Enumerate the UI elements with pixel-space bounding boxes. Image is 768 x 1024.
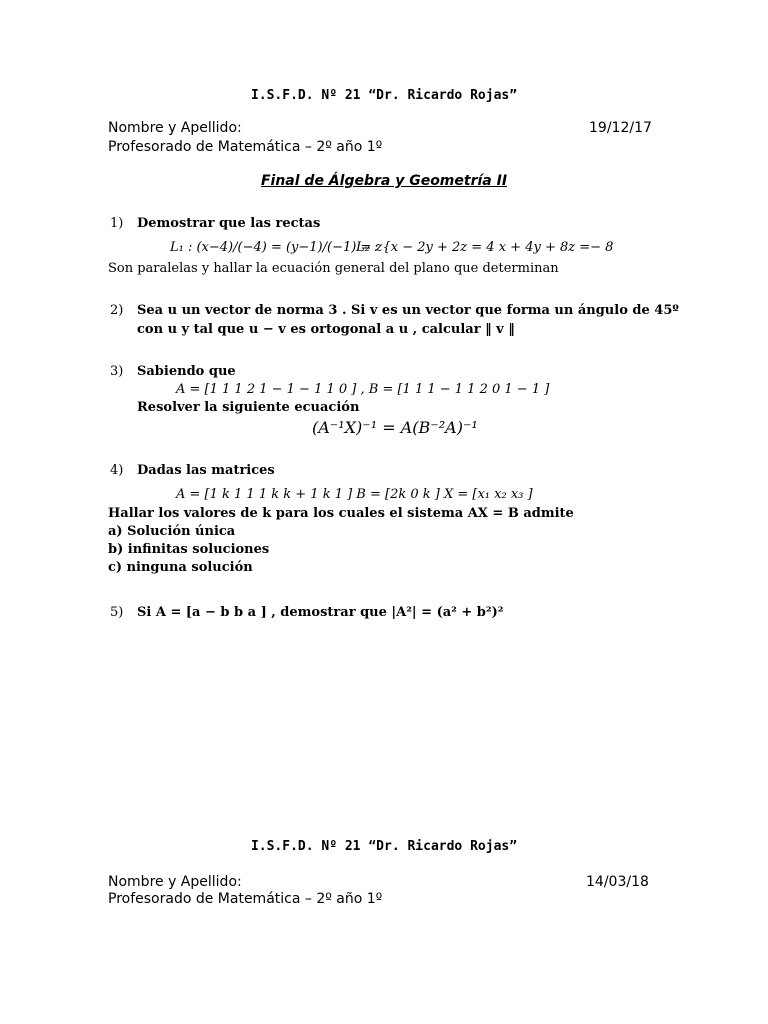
institution-header: I.S.F.D. Nº 21 “Dr. Ricardo Rojas” bbox=[250, 88, 518, 103]
matrices-a-b-x: A = [1 k 1 1 1 k k + 1 k 1 ] B = [2k 0 k ] X = [x₁ x₂ x₃ ] bbox=[176, 487, 533, 502]
question-3-number: 3) bbox=[110, 364, 124, 379]
exam-date: 19/12/17 bbox=[589, 120, 652, 136]
question-4-text: Dadas las matrices bbox=[137, 463, 275, 478]
program-line-2: Profesorado de Matemática – 2º año 1º bbox=[108, 891, 383, 907]
program-line: Profesorado de Matemática – 2º año 1º bbox=[108, 139, 383, 155]
question-2-number: 2) bbox=[110, 303, 124, 318]
line-l2-equation: L₂ : {x − 2y + 2z = 4 x + 4y + 8z =− 8 bbox=[356, 240, 614, 255]
question-3-instruction: Resolver la siguiente ecuación bbox=[137, 400, 360, 415]
option-a: a) Solución única bbox=[108, 524, 236, 539]
institution-header-2: I.S.F.D. Nº 21 “Dr. Ricardo Rojas” bbox=[250, 839, 518, 854]
question-1-text: Demostrar que las rectas bbox=[137, 216, 321, 231]
name-label: Nombre y Apellido: bbox=[108, 120, 242, 136]
exam-title: Final de Álgebra y Geometría II bbox=[260, 173, 508, 189]
question-1-tail: Son paralelas y hallar la ecuación general del plano que determinan bbox=[108, 261, 559, 276]
question-4-instruction: Hallar los valores de k para los cuales el sistema AX = B admite bbox=[108, 506, 574, 521]
question-5-number: 5) bbox=[110, 605, 124, 620]
question-5-text: Si A = [a − b b a ] , demostrar que |A²| = (a² + b²)² bbox=[137, 605, 504, 620]
question-2-line-2: con u y tal que u − v es ortogonal a u , calcular ‖ v ‖ bbox=[137, 322, 515, 337]
matrix-equation: (A⁻¹X)⁻¹ = A(B⁻²A)⁻¹ bbox=[312, 418, 478, 437]
exam-date-2: 14/03/18 bbox=[586, 874, 649, 890]
line-l1-equation: L₁ : (x−4)/(−4) = (y−1)/(−1) = z bbox=[170, 240, 383, 255]
name-label-2: Nombre y Apellido: bbox=[108, 874, 242, 890]
option-c: c) ninguna solución bbox=[108, 560, 253, 575]
question-3-text: Sabiendo que bbox=[137, 364, 236, 379]
question-2-line-1: Sea u un vector de norma 3 . Si v es un vector que forma un ángulo de 45º bbox=[137, 303, 679, 318]
matrices-a-b: A = [1 1 1 2 1 − 1 − 1 1 0 ] , B = [1 1 1 − 1 1 2 0 1 − 1 ] bbox=[176, 382, 550, 397]
question-4-number: 4) bbox=[110, 463, 124, 478]
question-1-number: 1) bbox=[110, 216, 124, 231]
option-b: b) infinitas soluciones bbox=[108, 542, 270, 557]
